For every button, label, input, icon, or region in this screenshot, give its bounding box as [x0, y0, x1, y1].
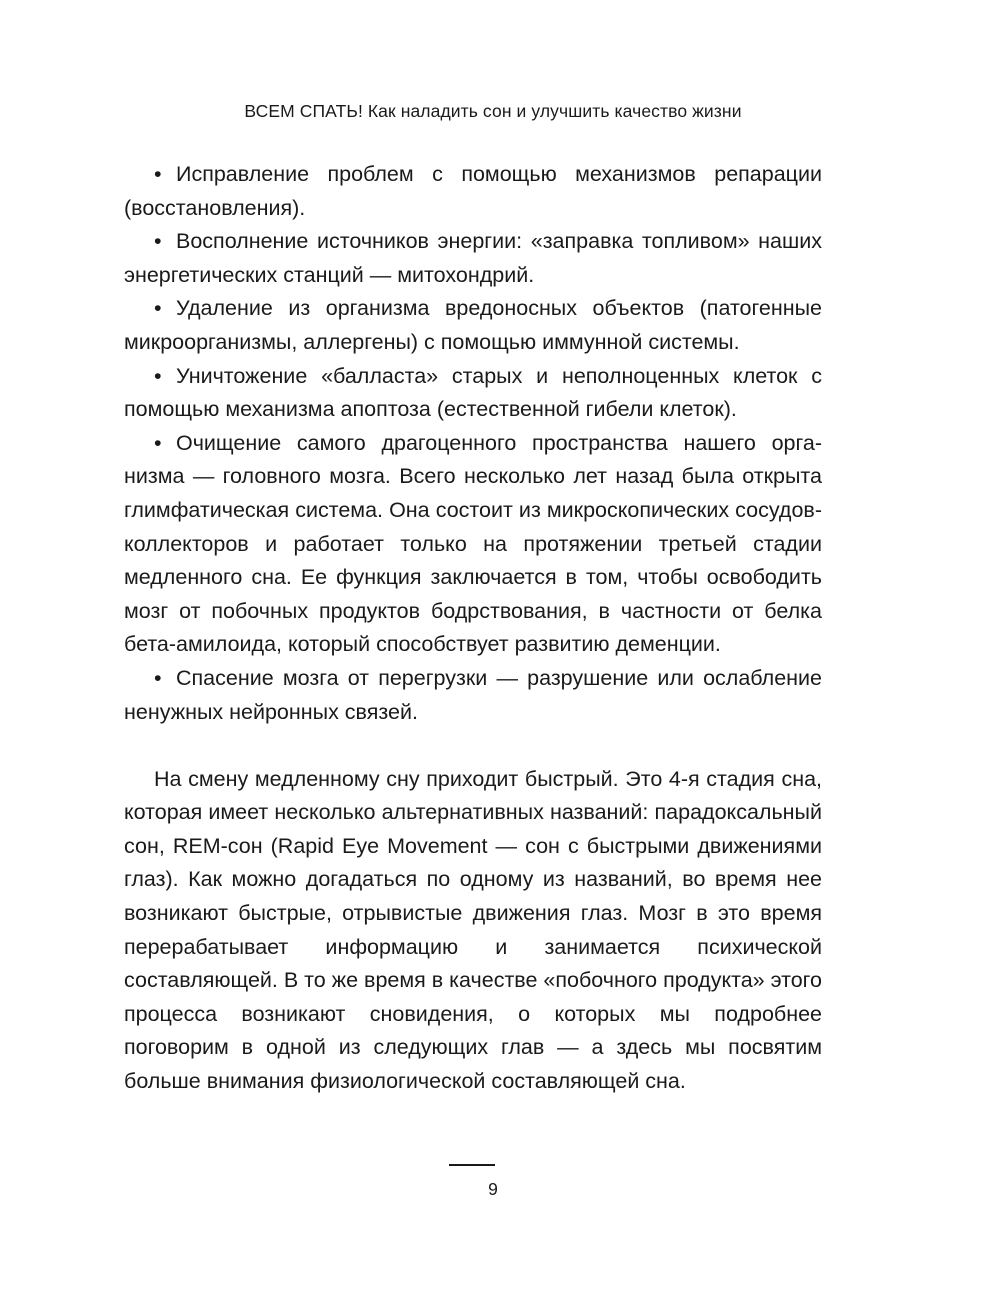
rem-sleep-paragraph: На смену медленному сну приходит быстрый. Это 4-я стадия сна, которая имеет несколько альтернативных названий: парадоксальный сон, REM-сон (Rapid Eye Movement — сон с быстрыми движениями глаз). Как можно догадаться по одному из названий, во время нее возникают быстрые, отрывистые движения глаз. Мозг в это время перерабатывает информацию и занимается психической составляющей. В то же время в качестве «побочного продукта» этого процесса возникают сновидения, о которых мы подробнее поговорим в одной из следующих глав — а здесь мы посвятим больше внимания физиологической составляющей сна. — [124, 766, 822, 1094]
bullet-item-immune — [124, 292, 822, 359]
bullet-icon: • — [154, 363, 162, 388]
running-header: ВСЕМ СПАТЬ! Как наладить сон и улучшить качество жизни — [244, 101, 742, 121]
bullet-text: Восполнение источников энергии: «заправка топливом» наших энергетических станций — митохондрий. — [124, 229, 822, 287]
page-number-rule — [449, 1164, 495, 1166]
bullet-text: Очищение самого драгоценного пространства нашего организма — головного мозга. Всего несколько лет назад была открыта глимфатическая система. Она состоит из микроскопических сосудов-коллекторов и работает только на протяжении третьей стадии медленного сна. Ее функция заключается в том, чтобы освободить мозг от побочных продуктов бодрствования, в частности от белка бета-амилоида, который способствует развитию деменции. — [124, 430, 822, 657]
bullet-text: Уничтожение «балласта» старых и неполноценных клеток с помощью механизма апоптоза (естественной гибели клеток). — [124, 363, 822, 422]
page-body — [124, 158, 822, 1099]
bullet-item-apoptosis — [124, 360, 822, 427]
bullet-icon: • — [154, 430, 162, 455]
bullet-icon: • — [154, 162, 162, 186]
bullet-icon: • — [154, 229, 162, 254]
bullet-icon: • — [154, 296, 162, 321]
paragraph-spacer — [124, 729, 822, 763]
bullet-icon: • — [154, 665, 162, 690]
bullet-text: Спасение мозга от перегрузки — разрушение или ослабление ненужных нейронных связей. — [124, 665, 822, 724]
bullet-item-energy — [124, 225, 822, 292]
bullet-item-glymphatic — [124, 427, 822, 662]
bullet-item-overload — [124, 662, 822, 729]
bullet-text: Удаление из организма вредоносных объектов (патогенные микроорганизмы, аллергены) с помощью иммунной системы. — [124, 296, 822, 354]
bullet-item-repair — [124, 158, 822, 225]
bullet-text: Исправление проблем с помощью механизмов репарации (восстановления). — [124, 162, 822, 220]
page-number: 9 — [488, 1179, 498, 1199]
